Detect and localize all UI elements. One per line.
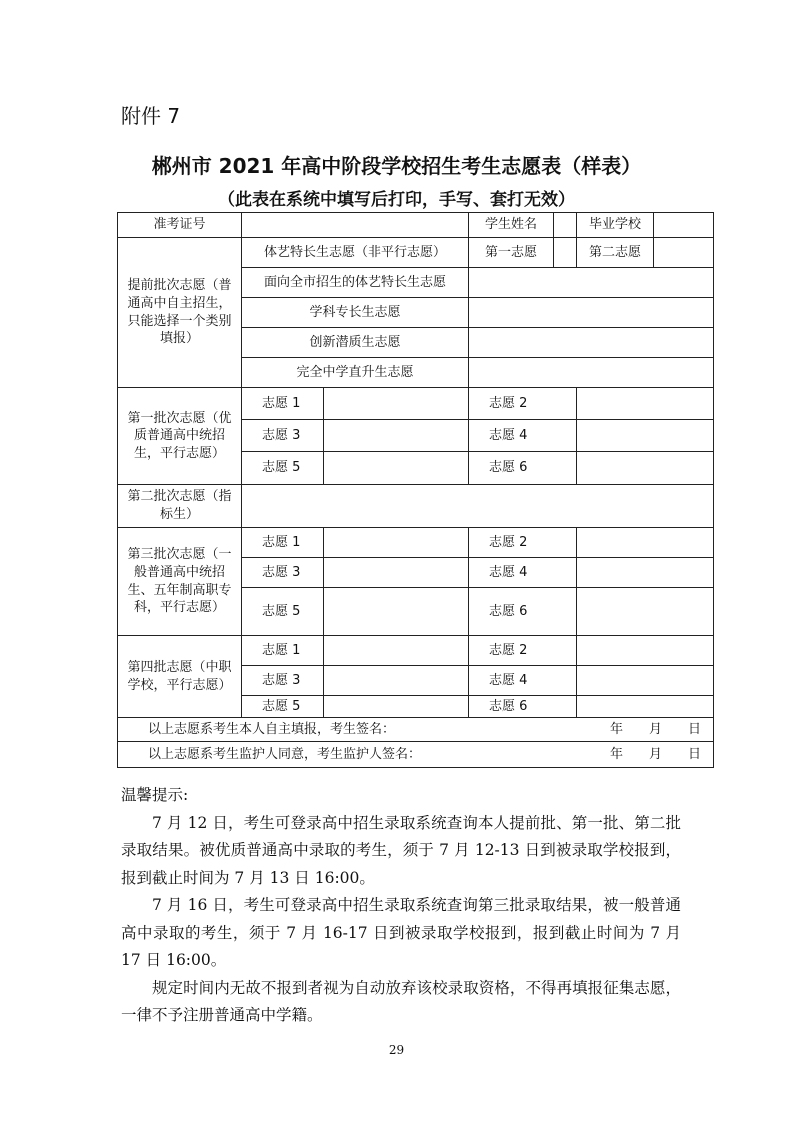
- batch1-choice-3-label: 志愿 3: [242, 420, 324, 452]
- date-day-label: 日: [687, 746, 701, 762]
- exam-number-label: 准考证号: [118, 213, 242, 238]
- guardian-signature-label: 以上志愿系考生监护人同意，考生监护人签名：: [148, 746, 422, 762]
- guardian-signature-date: [584, 746, 709, 764]
- reminder-paragraph-3: 规定时间内无故不报到者视为自动放弃该校录取资格，不得再填报征集志愿，一律不予注册普通高中学籍。: [121, 978, 681, 1024]
- batch3-choice-3-field[interactable]: [324, 558, 469, 588]
- second-choice-label: 第二志愿: [577, 238, 654, 268]
- student-signature-row[interactable]: [118, 718, 714, 742]
- batch3-label: 第三批次志愿（一般普通高中统招生、五年制高职专科，平行志愿）: [118, 528, 242, 636]
- table-row-basic-info: [118, 213, 714, 238]
- reminder-section: [121, 782, 681, 1030]
- date-month-label: 月: [648, 746, 662, 762]
- batch3-choice-2-label: 志愿 2: [469, 528, 577, 558]
- batch3-choice-5-label: 志愿 5: [242, 588, 324, 636]
- early-batch-label: 提前批次志愿（普通高中自主招生，只能选择一个类别填报）: [118, 238, 242, 388]
- batch1-choice-1-field[interactable]: [324, 388, 469, 420]
- batch3-choice-2-field[interactable]: [577, 528, 714, 558]
- student-name-label: 学生姓名: [469, 213, 554, 238]
- batch1-choice-4-field[interactable]: [577, 420, 714, 452]
- batch4-choice-5-field[interactable]: [324, 696, 469, 718]
- date-month-label: 月: [648, 721, 662, 737]
- first-choice-field[interactable]: [554, 238, 577, 268]
- citywide-sports-art-label: 面向全市招生的体艺特长生志愿: [242, 268, 469, 298]
- batch4-choice-3-label: 志愿 3: [242, 666, 324, 696]
- graduate-school-label: 毕业学校: [577, 213, 654, 238]
- innovation-potential-label: 创新潜质生志愿: [242, 328, 469, 358]
- reminder-heading: 温馨提示:: [121, 786, 189, 804]
- batch3-choice-3-label: 志愿 3: [242, 558, 324, 588]
- batch3-choice-1-label: 志愿 1: [242, 528, 324, 558]
- table-row-guardian-signature: [118, 742, 714, 768]
- student-signature-label: 以上志愿系考生本人自主填报，考生签名：: [148, 721, 396, 737]
- batch1-choice-4-label: 志愿 4: [469, 420, 577, 452]
- attachment-label: 附件 7: [121, 104, 181, 128]
- batch3-choice-6-field[interactable]: [577, 588, 714, 636]
- citywide-sports-art-field[interactable]: [469, 268, 714, 298]
- innovation-potential-field[interactable]: [469, 328, 714, 358]
- batch3-choice-4-label: 志愿 4: [469, 558, 577, 588]
- batch3-choice-5-field[interactable]: [324, 588, 469, 636]
- batch2-field[interactable]: [242, 485, 714, 528]
- exam-number-field[interactable]: [242, 213, 469, 238]
- batch4-choice-4-field[interactable]: [577, 666, 714, 696]
- batch3-choice-6-label: 志愿 6: [469, 588, 577, 636]
- sports-art-label: 体艺特长生志愿（非平行志愿）: [242, 238, 469, 268]
- batch1-choice-5-label: 志愿 5: [242, 452, 324, 485]
- date-year-label: 年: [609, 721, 623, 737]
- batch1-choice-1-label: 志愿 1: [242, 388, 324, 420]
- table-row: [118, 485, 714, 528]
- batch4-choice-5-label: 志愿 5: [242, 696, 324, 718]
- table-row: [118, 388, 714, 420]
- first-choice-label: 第一志愿: [469, 238, 554, 268]
- complete-middle-field[interactable]: [469, 358, 714, 388]
- student-name-field[interactable]: [554, 213, 577, 238]
- page-title: 郴州市 2021 年高中阶段学校招生考生志愿表（样表）: [151, 154, 642, 178]
- page-subtitle: （此表在系统中填写后打印，手写、套打无效）: [218, 190, 575, 210]
- batch1-choice-6-field[interactable]: [577, 452, 714, 485]
- second-choice-field[interactable]: [654, 238, 714, 268]
- batch1-choice-3-field[interactable]: [324, 420, 469, 452]
- reminder-paragraph-2: 7 月 16 日，考生可登录高中招生录取系统查询第三批录取结果，被一般普通高中录取的考生，须于 7 月 16-17 日到被录取学校报到，报到截止时间为 7 月 17 日 16:00。: [121, 896, 681, 969]
- table-row-student-signature: [118, 718, 714, 742]
- application-form-table: [117, 212, 714, 768]
- guardian-signature-row[interactable]: [118, 742, 714, 768]
- date-day-label: 日: [687, 721, 701, 737]
- batch3-choice-4-field[interactable]: [577, 558, 714, 588]
- batch4-choice-1-field[interactable]: [324, 636, 469, 666]
- batch1-choice-2-label: 志愿 2: [469, 388, 577, 420]
- batch4-choice-6-field[interactable]: [577, 696, 714, 718]
- batch1-choice-5-field[interactable]: [324, 452, 469, 485]
- subject-specialty-label: 学科专长生志愿: [242, 298, 469, 328]
- batch4-choice-4-label: 志愿 4: [469, 666, 577, 696]
- student-signature-date: [584, 721, 709, 739]
- batch4-choice-3-field[interactable]: [324, 666, 469, 696]
- batch2-label: 第二批次志愿（指标生）: [118, 485, 242, 528]
- complete-middle-label: 完全中学直升生志愿: [242, 358, 469, 388]
- batch1-label: 第一批次志愿（优质普通高中统招生，平行志愿）: [118, 388, 242, 485]
- batch4-label: 第四批志愿（中职学校，平行志愿）: [118, 636, 242, 718]
- graduate-school-field[interactable]: [654, 213, 714, 238]
- table-row: [118, 238, 714, 268]
- table-row: [118, 636, 714, 666]
- batch1-choice-6-label: 志愿 6: [469, 452, 577, 485]
- page-number: 29: [388, 1043, 405, 1057]
- batch4-choice-6-label: 志愿 6: [469, 696, 577, 718]
- batch4-choice-1-label: 志愿 1: [242, 636, 324, 666]
- batch4-choice-2-label: 志愿 2: [469, 636, 577, 666]
- batch1-choice-2-field[interactable]: [577, 388, 714, 420]
- reminder-paragraph-1: 7 月 12 日，考生可登录高中招生录取系统查询本人提前批、第一批、第二批录取结果。被优质普通高中录取的考生，须于 7 月 12-13 日到被录取学校报到，报到截止时间为 7 月 13 日 16:00。: [121, 813, 681, 887]
- batch4-choice-2-field[interactable]: [577, 636, 714, 666]
- batch3-choice-1-field[interactable]: [324, 528, 469, 558]
- subject-specialty-field[interactable]: [469, 298, 714, 328]
- table-row: [118, 528, 714, 558]
- date-year-label: 年: [609, 746, 623, 762]
